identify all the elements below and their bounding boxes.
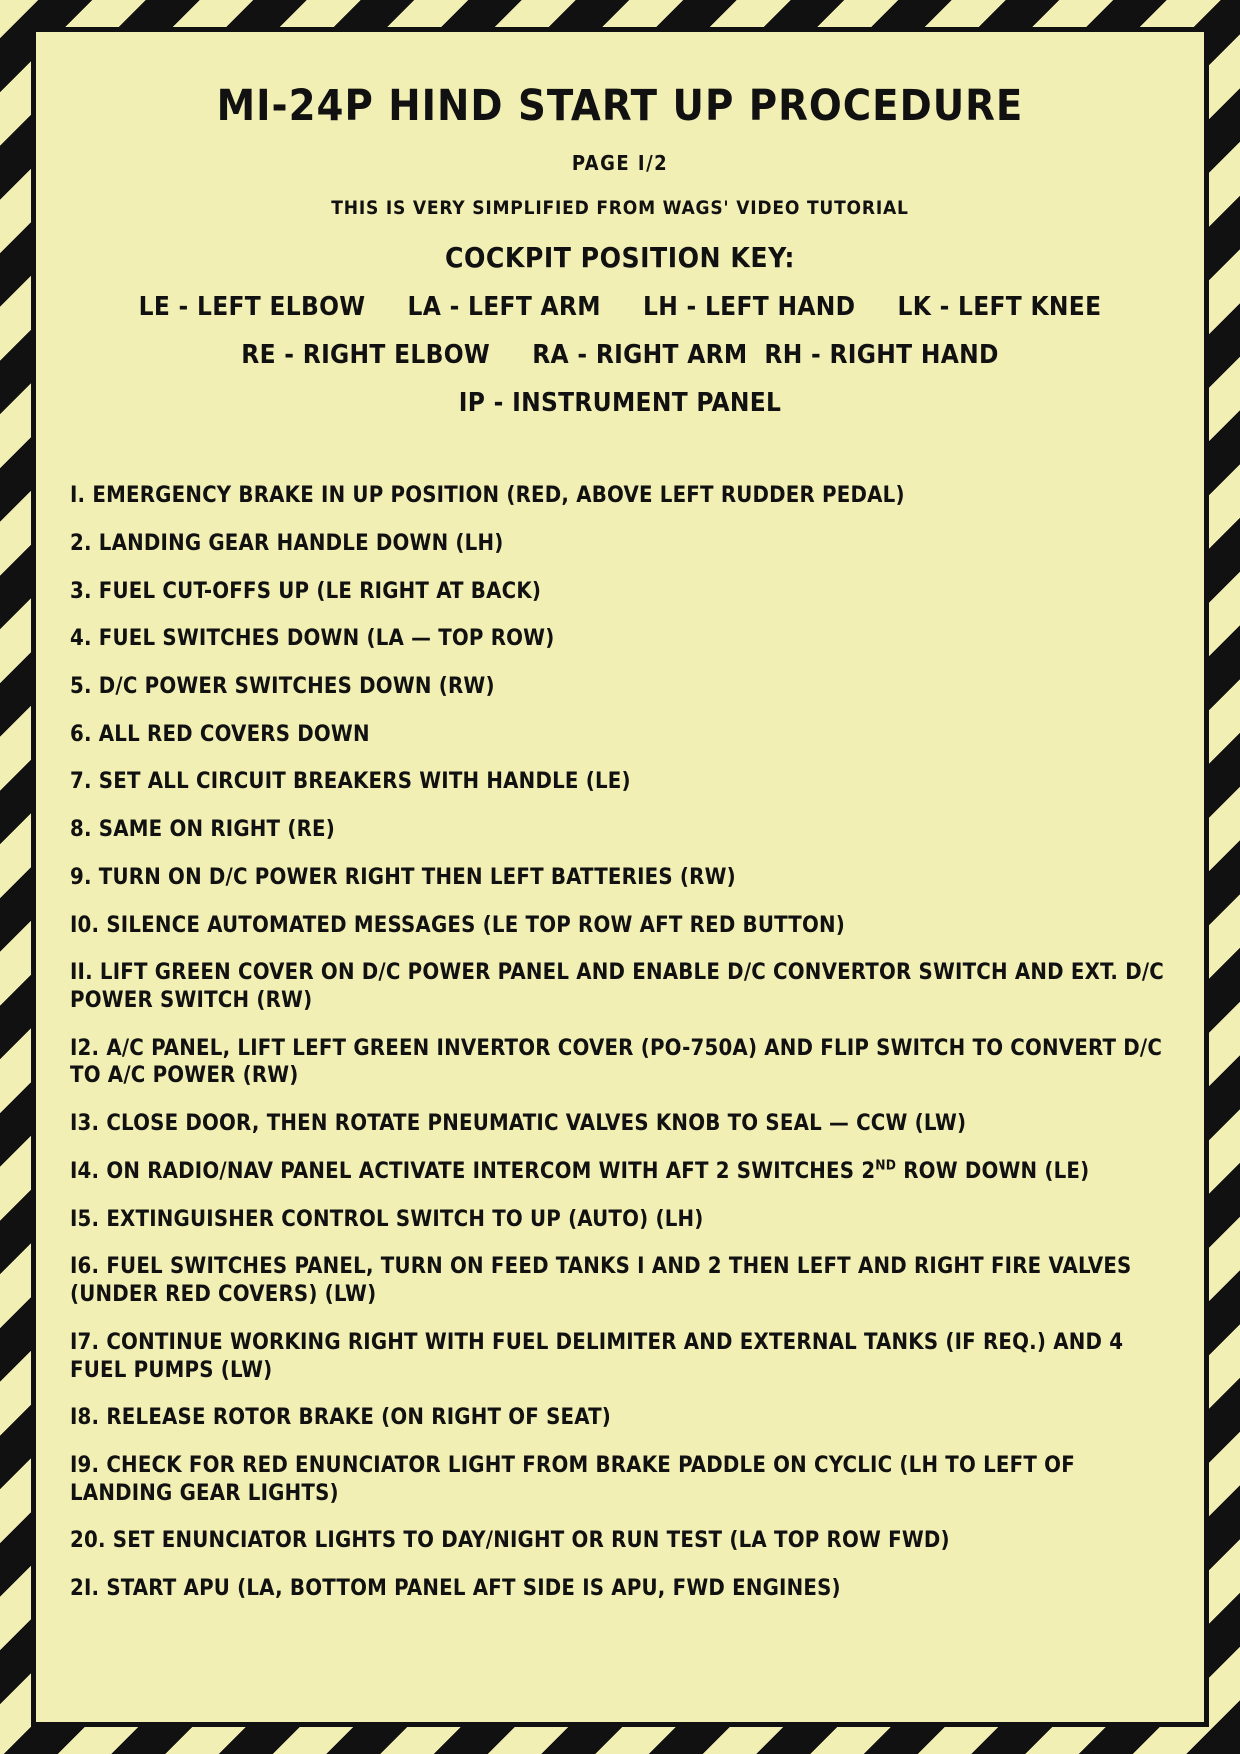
list-item: I. EMERGENCY BRAKE IN UP POSITION (RED, ABOVE LEFT RUDDER PEDAL) bbox=[70, 483, 905, 509]
procedure-step-list bbox=[70, 482, 1170, 1603]
page-title: MI-24P HIND START UP PROCEDURE bbox=[216, 81, 1024, 131]
list-item: I2. A/C PANEL, LIFT LEFT GREEN INVERTOR COVER (PO-750A) AND FLIP SWITCH TO CONVERT D/C TO A/C POWER (RW) bbox=[70, 1035, 1163, 1089]
document-subtitle: THIS IS VERY SIMPLIFIED FROM WAGS' VIDEO TUTORIAL bbox=[331, 197, 909, 220]
list-item: II. LIFT GREEN COVER ON D/C POWER PANEL AND ENABLE D/C CONVERTOR SWITCH AND EXT. D/C POWER SWITCH (RW) bbox=[70, 960, 1164, 1014]
list-item: I3. CLOSE DOOR, THEN ROTATE PNEUMATIC VALVES KNOB TO SEAL — CCW (LW) bbox=[70, 1111, 967, 1137]
list-item: 7. SET ALL CIRCUIT BREAKERS WITH HANDLE (LE) bbox=[70, 769, 631, 795]
list-item: 2I. START APU (LA, BOTTOM PANEL AFT SIDE IS APU, FWD ENGINES) bbox=[70, 1576, 841, 1602]
document-body bbox=[31, 27, 1209, 1727]
list-item: 3. FUEL CUT-OFFS UP (LE RIGHT AT BACK) bbox=[70, 578, 542, 604]
step-14-text-before: I4. ON RADIO/NAV PANEL ACTIVATE INTERCOM WITH AFT 2 SWITCHES 2 bbox=[70, 1158, 876, 1184]
cockpit-position-key-row-2: RE - RIGHT ELBOW RA - RIGHT ARM RH - RIGHT HAND bbox=[241, 340, 999, 371]
list-item: I7. CONTINUE WORKING RIGHT WITH FUEL DELIMITER AND EXTERNAL TANKS (IF REQ.) AND 4 FUEL PUMPS (LW) bbox=[70, 1329, 1124, 1383]
step-14-ordinal-suffix: ND bbox=[875, 1157, 897, 1174]
list-item: 4. FUEL SWITCHES DOWN (LA — TOP ROW) bbox=[70, 626, 555, 652]
list-item: I6. FUEL SWITCHES PANEL, TURN ON FEED TANKS I AND 2 THEN LEFT AND RIGHT FIRE VALVES (UNDER RED COVERS) (LW) bbox=[70, 1254, 1132, 1308]
list-item: I9. CHECK FOR RED ENUNCIATOR LIGHT FROM BRAKE PADDLE ON CYCLIC (LH TO LEFT OF LANDING GEAR LIGHTS) bbox=[70, 1452, 1075, 1506]
cockpit-position-key-heading: COCKPIT POSITION KEY: bbox=[445, 241, 795, 275]
list-item: 9. TURN ON D/C POWER RIGHT THEN LEFT BATTERIES (RW) bbox=[70, 864, 736, 890]
list-item bbox=[70, 1158, 1170, 1186]
cockpit-position-key-row-1: LE - LEFT ELBOW LA - LEFT ARM LH - LEFT HAND LK - LEFT KNEE bbox=[138, 292, 1102, 323]
list-item: I8. RELEASE ROTOR BRAKE (ON RIGHT OF SEAT) bbox=[70, 1405, 612, 1431]
list-item: 5. D/C POWER SWITCHES DOWN (RW) bbox=[70, 674, 495, 700]
cockpit-position-key-row-3: IP - INSTRUMENT PANEL bbox=[458, 388, 782, 419]
list-item: 8. SAME ON RIGHT (RE) bbox=[70, 817, 335, 843]
page-number: PAGE I/2 bbox=[571, 151, 669, 176]
list-item: 6. ALL RED COVERS DOWN bbox=[70, 721, 370, 747]
step-14-text-after: ROW DOWN (LE) bbox=[896, 1158, 1090, 1184]
list-item: 2. LANDING GEAR HANDLE DOWN (LH) bbox=[70, 530, 504, 556]
list-item: I5. EXTINGUISHER CONTROL SWITCH TO UP (AUTO) (LH) bbox=[70, 1206, 704, 1232]
list-item: I0. SILENCE AUTOMATED MESSAGES (LE TOP ROW AFT RED BUTTON) bbox=[70, 912, 846, 938]
list-item: 20. SET ENUNCIATOR LIGHTS TO DAY/NIGHT OR RUN TEST (LA TOP ROW FWD) bbox=[70, 1528, 950, 1554]
